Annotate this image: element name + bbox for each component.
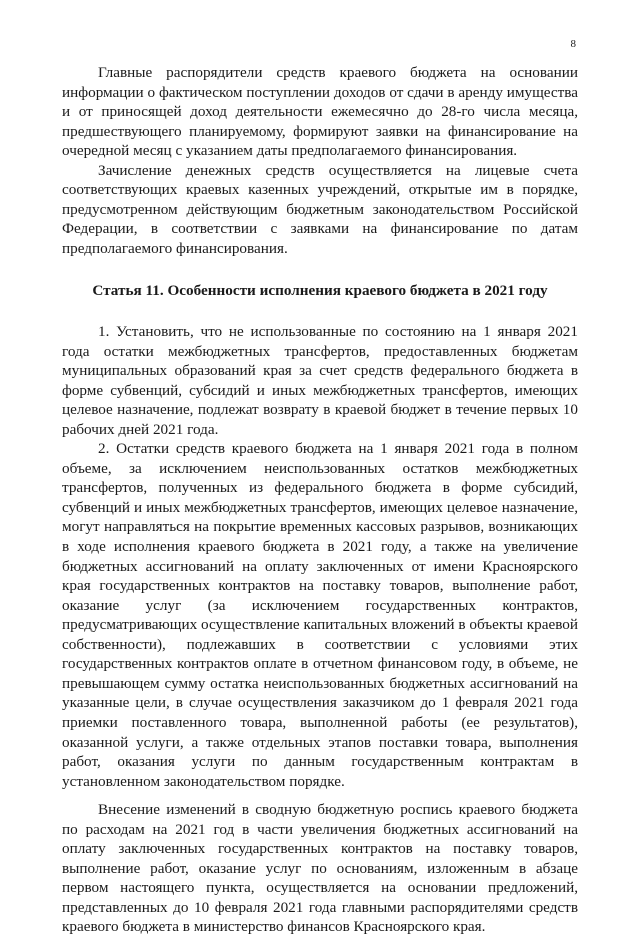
article-paragraph-1: 1. Установить, что не использованные по состоянию на 1 января 2021 года остатки межбюджетных трансфертов, предоставленных бюджетам муниципальных образований края за счет средств федерального бюджета в форме субвенций, субсидий и иных межбюджетных трансфертов, имеющих целевое назначение, подлежат возврату в краевой бюджет в течение первых 10 рабочих дней 2021 года. — [62, 323, 578, 438]
document-body — [62, 63, 578, 937]
paragraph-funding-requests: Главные распорядители средств краевого бюджета на основании информации о фактическом поступлении доходов от сдачи в аренду имущества и от приносящей доход деятельности ежемесячно до 28-го числа месяца, предшествующего планируемому, формируют заявки на финансирование на очередной месяц с указанием даты предполагаемого финансирования. — [62, 64, 578, 160]
page-number: 8 — [570, 38, 576, 50]
article-paragraph-3: Внесение изменений в сводную бюджетную роспись краевого бюджета по расходам на 2021 год в части увеличения бюджетных ассигнований на оплату заключенных государственных контрактов на поставку товаров, выполнение работ, оказание услуг по основаниям, изложенным в абзаце первом настоящего пункта, осуществляется на основании предложений, представленных до 10 февраля 2021 года главными распорядителями средств краевого бюджета в министерство финансов Красноярского края. — [62, 801, 578, 936]
article-paragraph-2: 2. Остатки средств краевого бюджета на 1 января 2021 года в полном объеме, за исключением неиспользованных остатков межбюджетных трансфертов, полученных из федерального бюджета в форме субсидий, субвенций и иных межбюджетных трансфертов, имеющих целевое назначение, могут направляться на покрытие временных кассовых разрывов, возникающих в ходе исполнения краевого бюджета в 2021 году, а также на увеличение бюджетных ассигнований на оплату заключенных от имени Красноярского края государственных контрактов на поставку товаров, выполнение работ, оказание услуг (за исключением государственных контрактов, предусматривающих осуществление капитальных вложений в объекты краевой собственности), подлежавших в соответствии с условиями этих государственных контрактов оплате в отчетном финансовом году, в объеме, не превышающем сумму остатка неиспользованных бюджетных ассигнований на указанные цели, в случае осуществления заказчиком до 1 февраля 2021 года приемки поставленного товара, выполненной работы (ее результатов), оказанной услуги, а также отдельных этапов поставки товара, выполнения работ, оказания услуги по данным государственным контрактам в установленном законодательством порядке. — [62, 440, 578, 790]
article-title: Статья 11. Особенности исполнения краевого бюджета в 2021 году — [92, 282, 548, 300]
paragraph-funds-crediting: Зачисление денежных средств осуществляется на лицевые счета соответствующих краевых казенных учреждений, открытые им в порядке, предусмотренном действующим бюджетным законодательством Российской Федерации, в соответствии с заявками на финансирование по датам предполагаемого финансирования. — [62, 161, 578, 257]
